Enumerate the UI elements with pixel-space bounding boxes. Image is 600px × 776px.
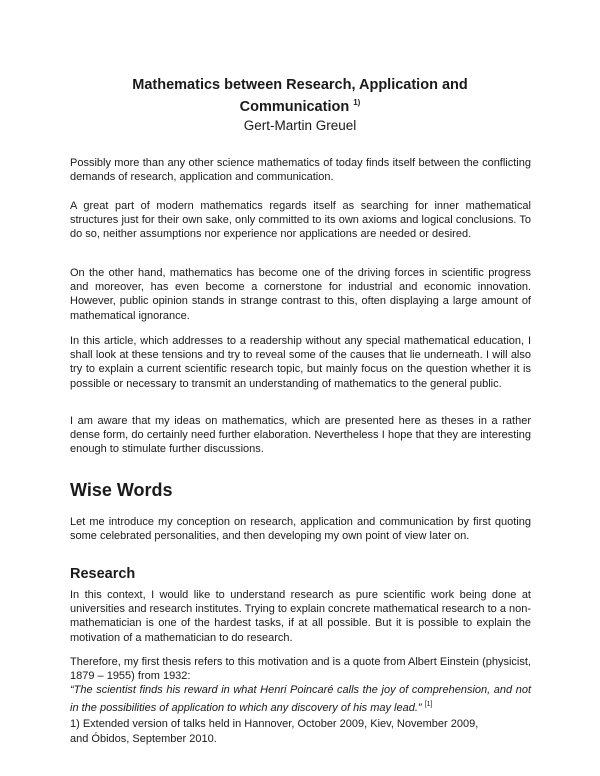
thesis-intro: Therefore, my first thesis refers to this motivation and is a quote from Albert Einstein (physicist, 1879 – 1955) from 1932: <box>70 656 531 683</box>
subsection-heading-research: Research <box>70 566 136 582</box>
paper-title <box>60 76 540 116</box>
paragraph-5: I am aware that my ideas on mathematics, which are presented here as theses in a rather dense form, do certainly need further elaboration. Nevertheless I hope that they are interesting enough to stimulate further discussions. <box>70 415 531 456</box>
einstein-quote: “The scientist finds his reward in what Henri Poincaré calls the joy of comprehension, and not in the possibilities of application to which any discovery of his may lead.” <box>70 684 531 714</box>
paragraph-2: A great part of modern mathematics regards itself as searching for inner mathematical structures just for their own sake, only committed to its own axioms and logical conclusions. To do so, neither assumptions nor experience nor applications are needed or desired. <box>70 200 531 241</box>
title-line-2 <box>60 94 540 116</box>
footnote: 1) Extended version of talks held in Hannover, October 2009, Kiev, November 2009, and Óbidos, September 2010. <box>70 718 479 745</box>
section-heading-wise-words: Wise Words <box>70 480 173 500</box>
title-line-2-text: Communication <box>239 99 350 115</box>
research-paragraph: In this context, I would like to understand research as pure scientific work being done at universities and research institutes. Trying to explain concrete mathematical research to a non-mathematician is one of the hardest tasks, if at all possible. But it is possible to explain the motivation of a mathematician to do research. <box>70 589 532 644</box>
thesis-paragraph <box>70 655 531 715</box>
title-footnote-mark: 1) <box>353 98 361 107</box>
paragraph-4: In this article, which addresses to a readership without any special mathematical education, I shall look at these tensions and try to reveal some of the causes that lie underneath. I will also try to explain a current scientific research topic, but mainly focus on the question whether it is possible or necessary to transmit an understanding of mathematics to the general public. <box>70 335 531 390</box>
quote-reference: [1] <box>424 700 433 708</box>
author-name: Gert-Martin Greuel <box>243 118 357 133</box>
paragraph-1: Possibly more than any other science mathematics of today finds itself between the conflicting demands of research, application and communication. <box>70 157 531 184</box>
title-line-1: Mathematics between Research, Application and <box>132 77 468 93</box>
section-intro: Let me introduce my conception on research, application and communication by first quoting some celebrated personalities, and then developing my own point of view later on. <box>70 516 531 543</box>
paragraph-3: On the other hand, mathematics has become one of the driving forces in scientific progress and moreover, has even become a cornerstone for industrial and economic innovation. However, public opinion stands in strange contrast to this, often displaying a large amount of mathematical ignorance. <box>70 267 531 322</box>
